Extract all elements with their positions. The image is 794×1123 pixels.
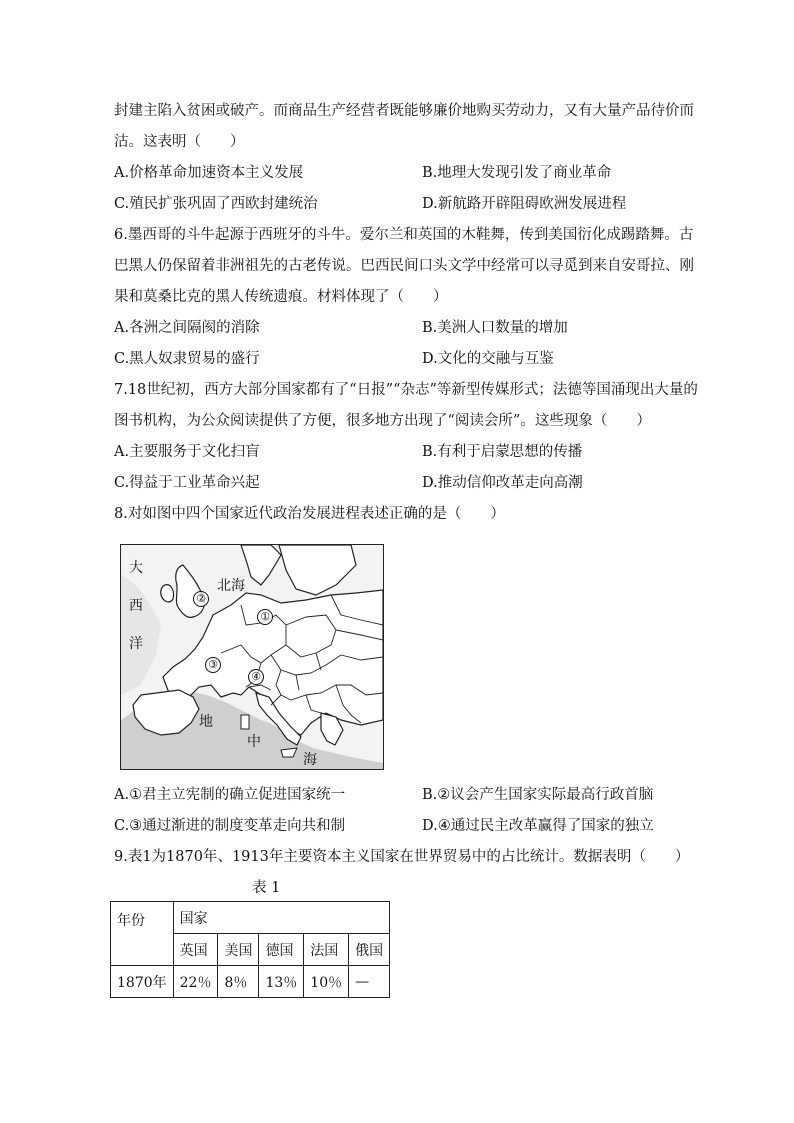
map-label-north-sea: 北海 [217, 578, 245, 594]
q6-option-b: B.美洲人口数量的增加 [422, 320, 568, 336]
map-label-atlantic-3: 洋 [129, 636, 143, 652]
map-label-atlantic-1: 大 [129, 560, 143, 576]
q7-text-line-1: 7.18世纪初，西方大部分国家都有了“日报”“杂志”等新型传媒形式；法德等国涌现出大量的 [114, 382, 698, 398]
table-header-year: 年份 [111, 902, 174, 966]
table-value-cell: 22％ [173, 966, 218, 998]
table-year-cell: 1870年 [111, 966, 174, 998]
table-country-cell: 英国 [173, 934, 218, 966]
q6-option-a: A.各洲之间隔阂的消除 [114, 320, 260, 336]
q7-option-c: C.得益于工业革命兴起 [114, 475, 260, 491]
map-label-atlantic-2: 西 [129, 598, 143, 614]
q8-option-a: A.①君主立宪制的确立促进国家统一 [114, 787, 346, 803]
q5-option-b: B.地理大发现引发了商业革命 [422, 165, 612, 181]
table-country-cell: 俄国 [349, 934, 390, 966]
table-header-country: 国家 [173, 902, 389, 934]
map-label-mediterranean-1: 地 [199, 714, 213, 730]
q6-text-line-2: 巴黑人仍保留着非洲祖先的古老传说。巴西民间口头文学中经常可以寻觅到来自安哥拉、刚 [114, 258, 694, 274]
q5-options [114, 158, 684, 220]
map-label-mediterranean-2: 中 [247, 734, 261, 750]
q6-options [114, 313, 684, 375]
table-country-cell: 法国 [304, 934, 349, 966]
table-country-cell: 德国 [259, 934, 304, 966]
q6-option-c: C.黑人奴隶贸易的盛行 [114, 351, 260, 367]
q6-text-line-1: 6.墨西哥的斗牛起源于西班牙的斗牛。爱尔兰和英国的木鞋舞，传到美国衍化成踢踏舞。古 [114, 227, 694, 243]
q5-option-d: D.新航路开辟阻碍欧洲发展进程 [422, 196, 627, 212]
map-label-mediterranean-3: 海 [303, 752, 317, 768]
q8-option-d: D.④通过民主改革赢得了国家的独立 [422, 818, 654, 834]
table-caption: 表 1 [252, 880, 281, 896]
map-marker-1: ① [257, 609, 273, 625]
q5-option-c: C.殖民扩张巩固了西欧封建统治 [114, 196, 318, 212]
q7-option-d: D.推动信仰改革走向高潮 [422, 475, 583, 491]
q9-text-line-1: 9.表1为1870年、1913年主要资本主义国家在世界贸易中的占比统计。数据表明（ ） [114, 849, 690, 865]
trade-share-table [110, 901, 390, 998]
table-value-cell: 10％ [304, 966, 349, 998]
table-value-cell: — [349, 966, 390, 998]
map-marker-3: ③ [205, 657, 221, 673]
q6-option-d: D.文化的交融与互鉴 [422, 351, 554, 367]
q8-option-b: B.②议会产生国家实际最高行政首脑 [422, 787, 654, 803]
q5-option-a: A.价格革命加速资本主义发展 [114, 165, 304, 181]
q5-text-line-2: 沽。这表明（ ） [114, 134, 245, 150]
q8-text-line-1: 8.对如图中四个国家近代政治发展进程表述正确的是（ ） [114, 506, 505, 522]
europe-map [120, 544, 384, 770]
table-value-cell: 8％ [218, 966, 259, 998]
q6-text-line-3: 果和莫桑比克的黑人传统遗痕。材料体现了（ ） [114, 289, 448, 305]
q5-text-line-1: 封建主陷入贫困或破产。而商品生产经营者既能够廉价地购买劳动力，又有大量产品待价而 [114, 103, 694, 119]
q8-option-c: C.③通过渐进的制度变革走向共和制 [114, 818, 346, 834]
map-marker-4: ④ [248, 669, 264, 685]
map-marker-2: ② [193, 591, 209, 607]
q7-text-line-2: 图书机构，为公众阅读提供了方便，很多地方出现了“阅读会所”。这些现象（ ） [114, 413, 651, 429]
table-header-row [111, 902, 390, 934]
table-row [111, 966, 390, 998]
exam-page [114, 96, 698, 998]
q7-option-a: A.主要服务于文化扫盲 [114, 444, 260, 460]
table-country-cell: 美国 [218, 934, 259, 966]
table-value-cell: 13％ [259, 966, 304, 998]
q7-option-b: B.有利于启蒙思想的传播 [422, 444, 583, 460]
q7-options [114, 437, 684, 499]
q8-options [114, 780, 684, 842]
